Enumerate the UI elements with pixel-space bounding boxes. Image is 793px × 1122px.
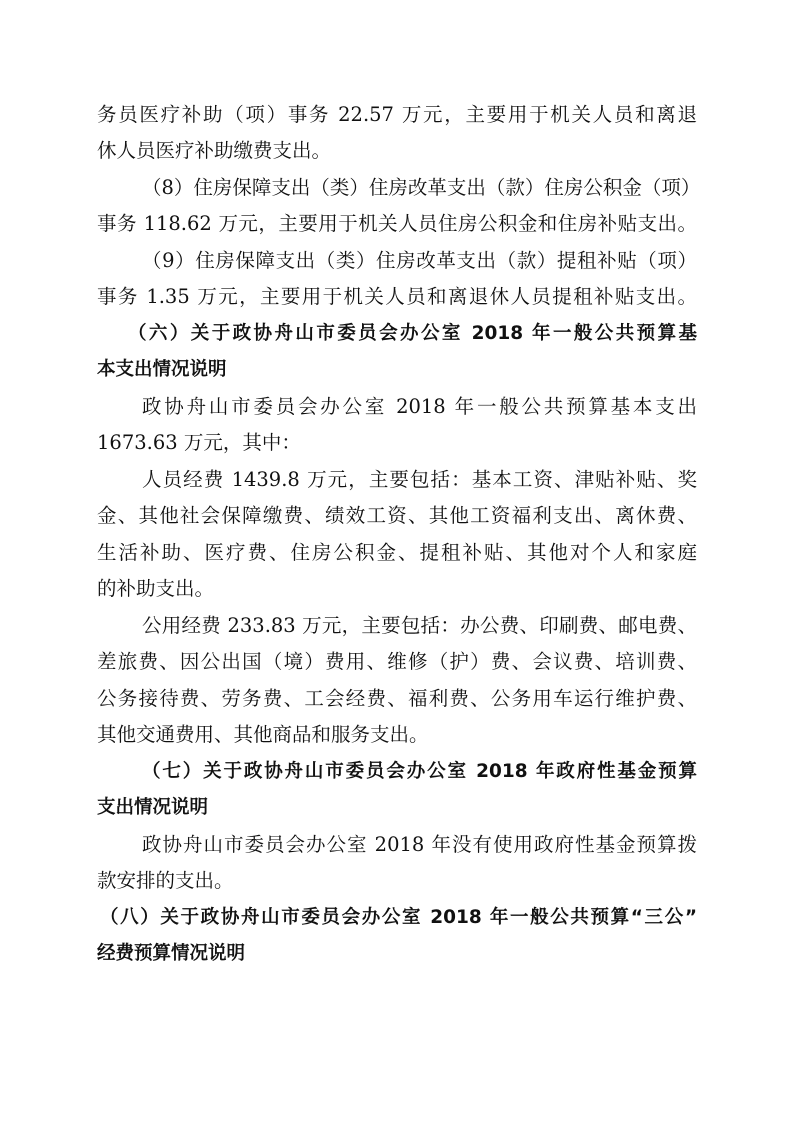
body-line: 生活补助、医疗费、住房公积金、提租补贴、其他对个人和家庭 xyxy=(97,541,697,564)
section-heading: 支出情况说明 xyxy=(97,797,209,818)
body-line: 1673.63 万元，其中： xyxy=(97,431,301,454)
body-line: （9）住房保障支出（类）住房改革支出（款）提租补贴（项） xyxy=(142,249,697,272)
body-line: 款安排的支出。 xyxy=(97,869,234,892)
body-line: （8）住房保障支出（类）住房改革支出（款）住房公积金（项） xyxy=(142,176,701,199)
body-line: 政协舟山市委员会办公室 2018 年没有使用政府性基金预算拨 xyxy=(142,833,697,856)
body-line: 事务 1.35 万元，主要用于机关人员和离退休人员提租补贴支出。 xyxy=(97,285,697,308)
body-line: 的补助支出。 xyxy=(97,577,215,600)
body-line: 政协舟山市委员会办公室 2018 年一般公共预算基本支出 xyxy=(142,395,697,418)
section-heading: （八）关于政协舟山市委员会办公室 2018 年一般公共预算“三公” xyxy=(100,907,697,928)
body-line: 差旅费、因公出国（境）费用、维修（护）费、会议费、培训费、 xyxy=(97,650,697,673)
section-heading: 经费预算情况说明 xyxy=(97,943,246,964)
body-line: 休人员医疗补助缴费支出。 xyxy=(97,139,332,162)
body-line: 其他交通费用、其他商品和服务支出。 xyxy=(97,723,429,746)
body-line: 事务 118.62 万元，主要用于机关人员住房公积金和住房补贴支出。 xyxy=(97,212,697,235)
body-line: 人员经费 1439.8 万元，主要包括：基本工资、津贴补贴、奖 xyxy=(142,468,697,491)
body-line: 金、其他社会保障缴费、绩效工资、其他工资福利支出、离休费、 xyxy=(97,504,697,527)
section-heading: 本支出情况说明 xyxy=(97,359,227,380)
section-heading: （六）关于政协舟山市委员会办公室 2018 年一般公共预算基 xyxy=(128,323,697,344)
body-line: 务员医疗补助（项）事务 22.57 万元，主要用于机关人员和离退 xyxy=(97,103,697,126)
body-line: 公用经费 233.83 万元，主要包括：办公费、印刷费、邮电费、 xyxy=(142,614,697,637)
section-heading: （七）关于政协舟山市委员会办公室 2018 年政府性基金预算 xyxy=(142,761,697,782)
body-line: 公务接待费、劳务费、工会经费、福利费、公务用车运行维护费、 xyxy=(97,687,697,710)
